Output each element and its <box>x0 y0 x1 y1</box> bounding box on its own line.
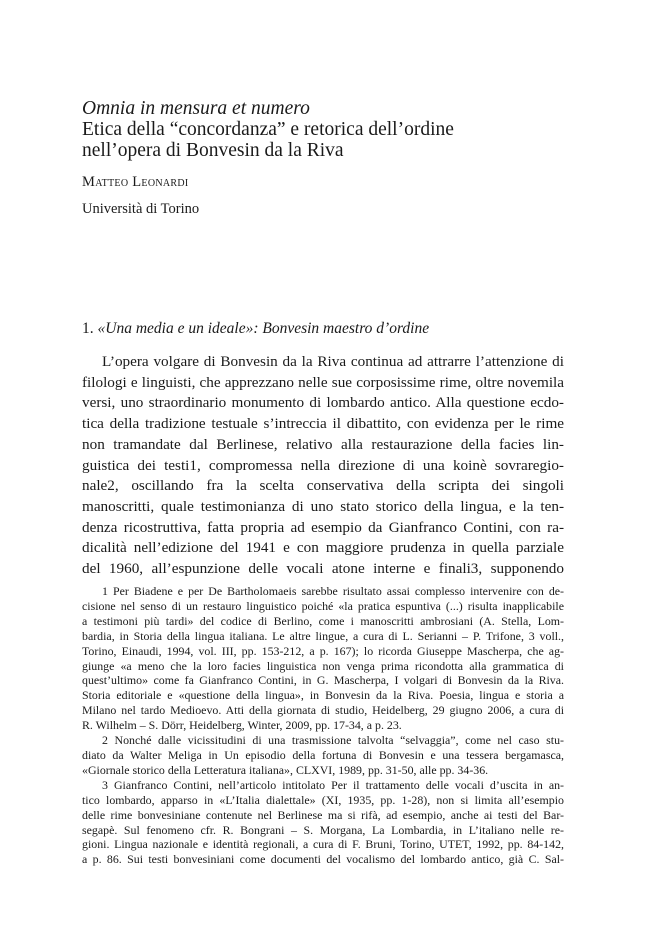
footnote-line: 2 Nonché dalle vicissitudini di una trasmissione talvolta “selvaggia”, come nel caso stu- <box>102 733 564 748</box>
body-line: dicalità nell’edizione del 1941 e con maggiore prudenza in quella parziale <box>82 539 564 557</box>
footnote-line: diato da Walter Meliga in Un episodio della fortuna di Bonvesin e una tessera bergamasca, <box>82 747 564 762</box>
author-name: Matteo Leonardi <box>82 174 189 190</box>
footnote-line: quest’ultimo» come fa Gianfranco Contini, in G. Mascherpa, I volgari di Bonvesin da la Riva. <box>82 673 564 688</box>
footnote-line: a testimoni più tardi» del codice di Berlino, come i manoscritti ambrosiani (A. Stella, Lom- <box>82 613 564 628</box>
footnote-line: Storia editoriale e «questione della lingua», in Bonvesin da la Riva. Poesia, lingua e storia a <box>82 688 564 703</box>
section-heading <box>82 320 429 338</box>
footnote-line: Torino, Einaudi, 1994, vol. III, pp. 153-212, a p. 167); lo ricorda Giuseppe Mascherpa, che ag- <box>82 643 564 658</box>
footnote-line: gioni. Lingua nazionale e identità regionali, a cura di F. Bruni, Torino, UTET, 1992, pp. 84-142, <box>82 837 564 852</box>
section-title: «Una media e un ideale»: Bonvesin maestro d’ordine <box>97 320 430 337</box>
body-line: nale2, oscillando fra la scelta conservativa della scripta dei singoli <box>82 477 564 495</box>
footnote-line: delle rime bonvesiniane contenute nel Berlinese ma si rifà, ad esempio, anche ai testi del Bar- <box>82 807 564 822</box>
footnote-line: «Giornale storico della Letteratura italiana», CLXVI, 1989, pp. 31-50, alle pp. 34-36. <box>82 762 489 777</box>
title-line-1: Omnia in mensura et numero <box>82 98 310 119</box>
footnote-line: R. Wilhelm – S. Dörr, Heidelberg, Winter, 2009, pp. 17-34, a p. 23. <box>82 718 402 733</box>
author-affiliation: Università di Torino <box>82 201 200 217</box>
footnote-line: cisione nel senso di un restauro linguistico poiché «la pratica espuntiva (...) risulta inapplicabile <box>82 598 564 613</box>
footnote-line: Milano nel tardo Medioevo. Atti della giornata di studio, Heidelberg, 29 giugno 2006, a cura di <box>82 703 564 718</box>
footnote-line: giunge «a meno che la loro facies linguistica non venga prima ricondotta alla grammatica di <box>82 658 564 673</box>
body-line: manoscritti, quale testimonianza di uno stato storico della lingua, e la ten- <box>82 497 564 515</box>
body-line: guistica dei testi1, compromessa nella direzione di una koinè sovraregio- <box>82 456 564 474</box>
footnote-line: 3 Gianfranco Contini, nell’articolo intitolato Per il trattamento delle vocali d’uscita in an- <box>102 777 564 792</box>
footnote-line: tico lombardo, apparso in «L’Italia dialettale» (XI, 1935, pp. 1-28), non si limita all’esempio <box>82 792 564 807</box>
body-line: non tramandate dal Berlinese, relativo alla restaurazione della facies lin- <box>82 435 564 453</box>
body-line: filologi e linguisti, che apprezzano nelle sue corposissime rime, oltre novemila <box>82 373 564 391</box>
title-line-3: nell’opera di Bonvesin da la Riva <box>82 140 344 161</box>
body-line: denza ricostruttiva, fatta propria ad esempio da Gianfranco Contini, con ra- <box>82 518 564 536</box>
section-number: 1. <box>82 320 94 337</box>
footnote-line: segapè. Sul fenomeno cfr. R. Bongrani – S. Morgana, La Lombardia, in L’italiano nelle re- <box>82 822 564 837</box>
body-line: versi, uno straordinario monumento di lombardo antico. Alla questione ecdo- <box>82 394 564 412</box>
body-line: tica della tradizione testuale s’intreccia il dibattito, con evidenza per le rime <box>82 415 564 433</box>
title-line-2: Etica della “concordanza” e retorica dell’ordine <box>82 119 454 140</box>
footnote-line: bardia, in Storia della lingua italiana. Le altre lingue, a cura di L. Serianni – P. Trifone, 3 voll., <box>82 628 564 643</box>
body-line: del 1960, all’espunzione delle vocali atone interne e finali3, supponendo <box>82 560 564 578</box>
footnotes <box>82 584 564 867</box>
footnote-line: a p. 86. Sui testi bonvesiniani come documenti del vocalismo del lombardo antico, già C. Sal- <box>82 852 564 867</box>
article-title <box>82 98 582 161</box>
body-text <box>82 352 564 580</box>
body-line: L’opera volgare di Bonvesin da la Riva continua ad attrarre l’attenzione di <box>102 353 564 370</box>
footnote-line: 1 Per Biadene e per De Bartholomaeis sarebbe risultato assai complesso intervenire con de- <box>102 584 564 598</box>
